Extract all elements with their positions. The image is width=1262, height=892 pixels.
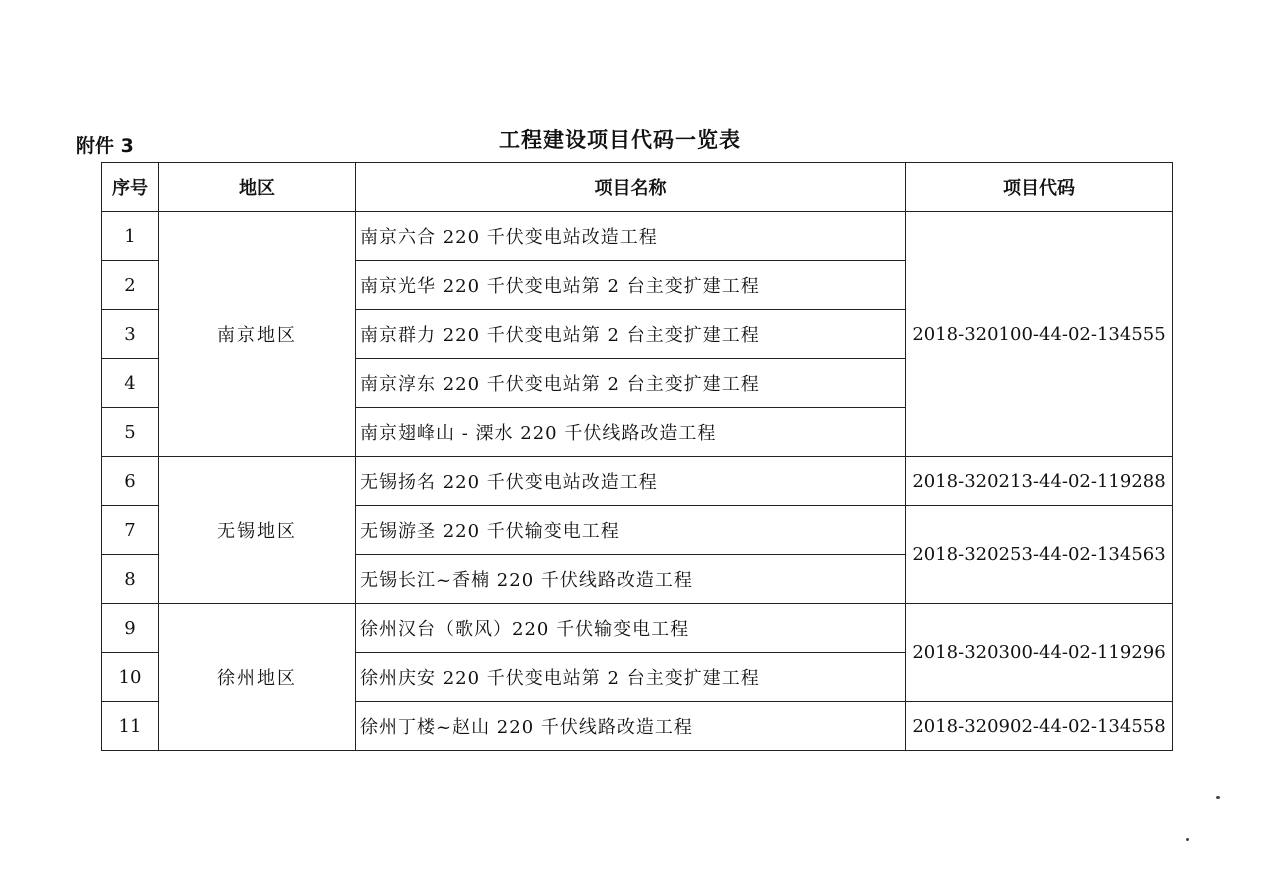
seq-cell: 3 (102, 310, 159, 359)
seq-cell: 4 (102, 359, 159, 408)
column-header-project-name: 项目名称 (356, 163, 906, 212)
document-title: 工程建设项目代码一览表 (499, 128, 741, 152)
project-name-cell: 无锡长江~香楠 220 千伏线路改造工程 (356, 555, 906, 604)
project-name-cell: 南京淳东 220 千伏变电站第 2 台主变扩建工程 (356, 359, 906, 408)
project-code-cell: 2018-320213-44-02-119288 (906, 457, 1173, 506)
scan-speck (1216, 796, 1220, 799)
region-cell: 无锡地区 (159, 457, 356, 604)
seq-cell: 8 (102, 555, 159, 604)
table-header-row (102, 163, 1173, 212)
seq-cell: 6 (102, 457, 159, 506)
project-name-cell: 徐州庆安 220 千伏变电站第 2 台主变扩建工程 (356, 653, 906, 702)
seq-cell: 1 (102, 212, 159, 261)
table-row (102, 457, 1173, 506)
project-code-cell: 2018-320100-44-02-134555 (906, 212, 1173, 457)
seq-cell: 9 (102, 604, 159, 653)
attachment-label: 附件 3 (76, 135, 134, 157)
seq-cell: 2 (102, 261, 159, 310)
table-row (102, 604, 1173, 653)
project-code-cell: 2018-320253-44-02-134563 (906, 506, 1173, 604)
seq-cell: 5 (102, 408, 159, 457)
project-name-cell: 南京翅峰山 - 溧水 220 千伏线路改造工程 (356, 408, 906, 457)
region-cell: 徐州地区 (159, 604, 356, 751)
project-code-cell: 2018-320902-44-02-134558 (906, 702, 1173, 751)
seq-cell: 11 (102, 702, 159, 751)
scan-speck (1186, 838, 1189, 841)
seq-cell: 10 (102, 653, 159, 702)
table-row (102, 212, 1173, 261)
project-name-cell: 徐州汉台（歌风）220 千伏输变电工程 (356, 604, 906, 653)
project-name-cell: 南京六合 220 千伏变电站改造工程 (356, 212, 906, 261)
project-name-cell: 无锡扬名 220 千伏变电站改造工程 (356, 457, 906, 506)
column-header-seq: 序号 (102, 163, 159, 212)
region-cell: 南京地区 (159, 212, 356, 457)
project-name-cell: 无锡游圣 220 千伏输变电工程 (356, 506, 906, 555)
column-header-project-code: 项目代码 (906, 163, 1173, 212)
project-name-cell: 南京群力 220 千伏变电站第 2 台主变扩建工程 (356, 310, 906, 359)
project-code-table (101, 162, 1173, 751)
project-code-cell: 2018-320300-44-02-119296 (906, 604, 1173, 702)
seq-cell: 7 (102, 506, 159, 555)
project-name-cell: 徐州丁楼~赵山 220 千伏线路改造工程 (356, 702, 906, 751)
column-header-region: 地区 (159, 163, 356, 212)
project-name-cell: 南京光华 220 千伏变电站第 2 台主变扩建工程 (356, 261, 906, 310)
